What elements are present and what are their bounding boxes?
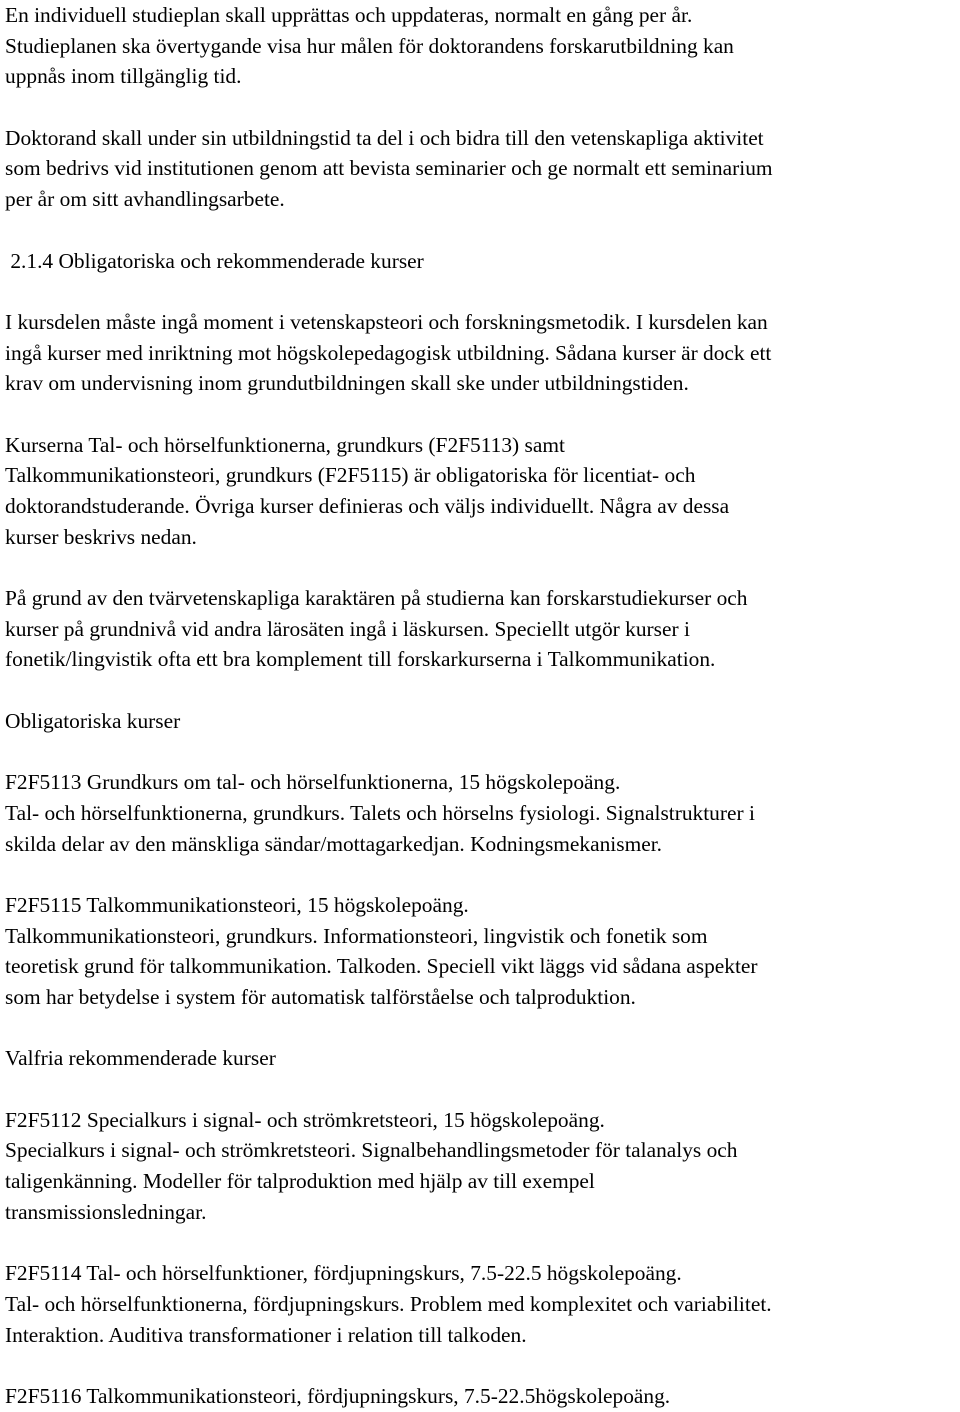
paragraph-gap xyxy=(5,1013,957,1044)
course-description: som har betydelse i system för automatisk talförståelse och talproduktion. xyxy=(5,985,636,1009)
paragraph-gap xyxy=(5,737,957,768)
paragraph-gap xyxy=(5,552,957,583)
text-line: krav om undervisning inom grundutbildningen skall ske under utbildningstiden. xyxy=(5,371,689,396)
section-heading-courses xyxy=(5,246,957,277)
section-heading: 2.1.4 Obligatoriska och rekommenderade kurser xyxy=(5,248,424,273)
paragraph-gap xyxy=(5,276,957,307)
course-description: Tal- och hörselfunktionerna, grundkurs. Talets och hörselns fysiologi. Signalstrukturer i xyxy=(5,800,755,825)
paragraph-seminars xyxy=(5,123,957,215)
text-line: Doktorand skall under sin utbildningstid ta del i och bidra till den vetenskapliga aktivitet xyxy=(5,125,764,150)
text-line: Talkommunikationsteori, grundkurs (F2F5115) är obligatoriska för licentiat- och xyxy=(5,463,696,488)
paragraph-study-plan xyxy=(5,0,957,92)
text-line: doktorandstuderande. Övriga kurser definieras och väljs individuellt. Några av dessa xyxy=(5,494,730,518)
text-line: uppnås inom tillgänglig tid. xyxy=(5,64,242,89)
course-description: transmissionsledningar. xyxy=(5,1199,207,1224)
paragraph-interdisciplinary xyxy=(5,583,957,675)
text-line: En individuell studieplan skall upprättas och uppdateras, normalt en gång per år. xyxy=(5,3,693,27)
course-description: skilda delar av den mänskliga sändar/mottagarkedjan. Kodningsmekanismer. xyxy=(5,831,662,856)
paragraph-gap xyxy=(5,92,957,123)
course-title: F2F5113 Grundkurs om tal- och hörselfunktionerna, 15 högskolepoäng. xyxy=(5,770,621,795)
course-description: Interaktion. Auditiva transformationer i relation till talkoden. xyxy=(5,1322,527,1347)
paragraph-course-part xyxy=(5,307,957,399)
subheading-optional xyxy=(5,1043,957,1074)
text-line: kurser på grundnivå vid andra lärosäten ingå i läskursen. Speciellt utgör kurser i xyxy=(5,616,690,641)
paragraph-gap xyxy=(5,1350,957,1381)
text-line: Studieplanen ska övertygande visa hur målen för doktorandens forskarutbildning kan xyxy=(5,33,734,58)
paragraph-mandatory-courses xyxy=(5,430,957,553)
document-page xyxy=(5,0,957,1412)
paragraph-gap xyxy=(5,215,957,246)
course-title: F2F5116 Talkommunikationsteori, fördjupningskurs, 7.5-22.5högskolepoäng. xyxy=(5,1383,671,1408)
paragraph-gap xyxy=(5,675,957,706)
course-description: teoretisk grund för talkommunikation. Talkoden. Speciell vikt läggs vid sådana aspekter xyxy=(5,954,758,979)
course-description: taligenkänning. Modeller för talproduktion med hjälp av till exempel xyxy=(5,1169,595,1194)
course-f2f5114 xyxy=(5,1258,957,1350)
course-title: F2F5112 Specialkurs i signal- och strömkretsteori, 15 högskolepoäng. xyxy=(5,1107,605,1132)
text-line: ingå kurser med inriktning mot högskolepedagogisk utbildning. Sådana kurser är dock ett xyxy=(5,340,772,365)
text-line: Kurserna Tal- och hörselfunktionerna, grundkurs (F2F5113) samt xyxy=(5,432,565,457)
paragraph-gap xyxy=(5,859,957,890)
subheading-mandatory xyxy=(5,706,957,737)
paragraph-gap xyxy=(5,399,957,430)
subheading: Valfria rekommenderade kurser xyxy=(5,1046,276,1071)
course-f2f5115 xyxy=(5,890,957,1013)
text-line: som bedrivs vid institutionen genom att bevista seminarier och ge normalt ett seminarium xyxy=(5,156,773,181)
paragraph-gap xyxy=(5,1074,957,1105)
subheading: Obligatoriska kurser xyxy=(5,708,181,733)
text-line: I kursdelen måste ingå moment i vetenskapsteori och forskningsmetodik. I kursdelen kan xyxy=(5,309,768,334)
text-line: fonetik/lingvistik ofta ett bra komplement till forskarkurserna i Talkommunikation. xyxy=(5,647,716,672)
text-line: per år om sitt avhandlingsarbete. xyxy=(5,187,285,212)
course-f2f5116 xyxy=(5,1381,957,1412)
course-title: F2F5115 Talkommunikationsteori, 15 högskolepoäng. xyxy=(5,892,469,917)
course-description: Tal- och hörselfunktionerna, fördjupningskurs. Problem med komplexitet och variabilitet. xyxy=(5,1291,772,1316)
paragraph-gap xyxy=(5,1228,957,1259)
course-title: F2F5114 Tal- och hörselfunktioner, fördjupningskurs, 7.5-22.5 högskolepoäng. xyxy=(5,1261,682,1286)
course-description: Talkommunikationsteori, grundkurs. Informationsteori, lingvistik och fonetik som xyxy=(5,923,708,948)
text-line: kurser beskrivs nedan. xyxy=(5,524,197,549)
text-line: På grund av den tvärvetenskapliga karaktären på studierna kan forskarstudiekurser och xyxy=(5,586,748,611)
course-f2f5112 xyxy=(5,1105,957,1228)
course-description: Specialkurs i signal- och strömkretsteori. Signalbehandlingsmetoder för talanalys och xyxy=(5,1138,738,1163)
course-f2f5113 xyxy=(5,767,957,859)
